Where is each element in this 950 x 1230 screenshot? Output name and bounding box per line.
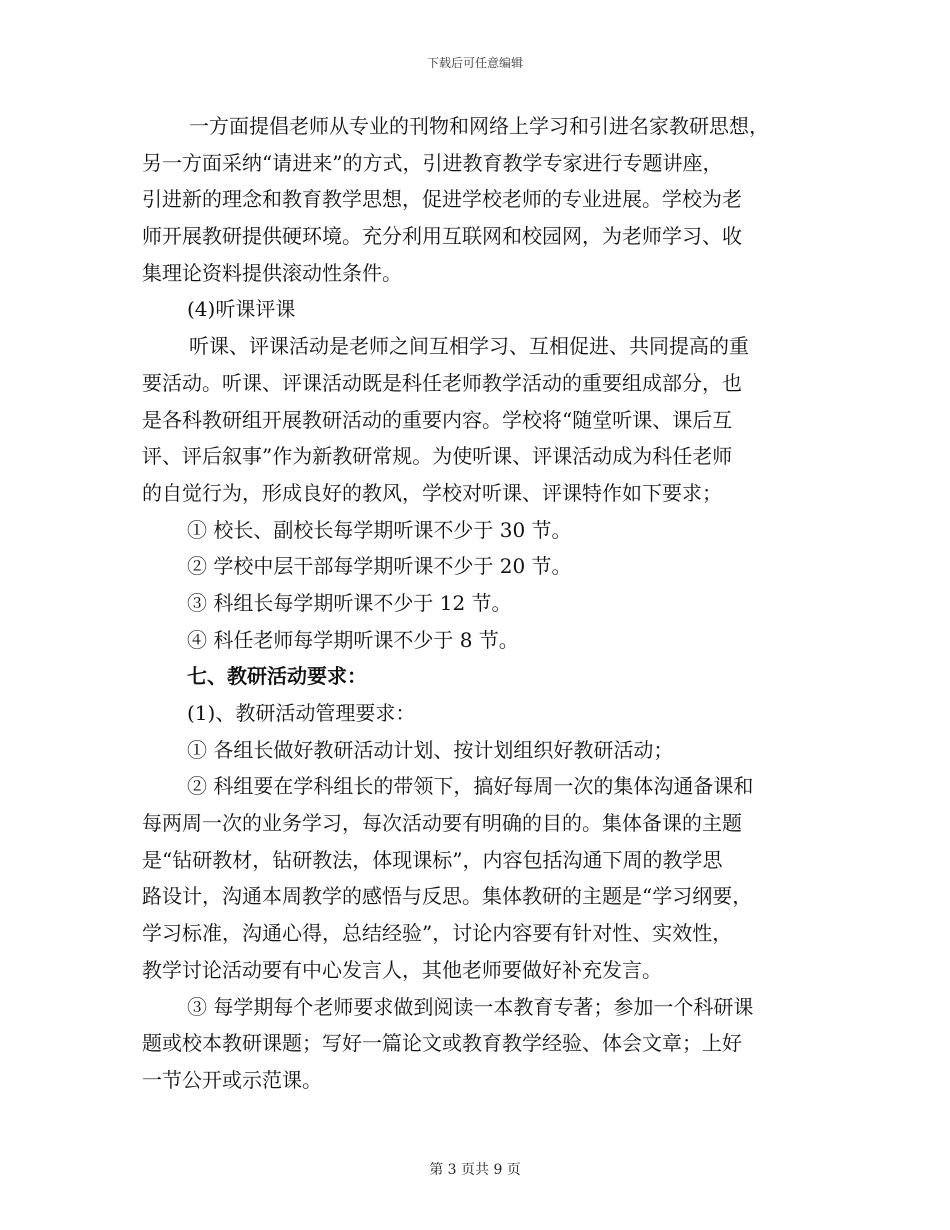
section-heading-listening: (4)听课评课 <box>187 297 296 322</box>
paragraph-line: 集理论资料提供滚动性条件。 <box>142 260 402 285</box>
paragraph-line: 评、评后叙事”作为新教研常规。为使听课、评课活动成为科任老师 <box>142 444 733 469</box>
paragraph-line: 题或校本教研课题；写好一篇论文或教育教学经验、体会文章；上好 <box>142 1031 742 1056</box>
list-item: ③ 每学期每个老师要求做到阅读一本教育专著；参加一个科研课 <box>187 994 754 1019</box>
list-item: ① 各组长做好教研活动计划、按计划组织好教研活动； <box>187 737 674 762</box>
list-item: ② 学校中层干部每学期听课不少于 20 节。 <box>187 554 572 579</box>
subsection-heading: (1)、教研活动管理要求： <box>187 701 416 725</box>
paragraph-line: 每两周一次的业务学习，每次活动要有明确的目的。集体备课的主题 <box>142 811 742 836</box>
paragraph-line: 是“钻研教材，钻研教法，体现课标”，内容包括沟通下周的教学思 <box>142 847 723 872</box>
paragraph-line: 教学讨论活动要有中心发言人，其他老师要做好补充发言。 <box>142 957 662 982</box>
paragraph-line: 一方面提倡老师从专业的刊物和网络上学习和引进名家教研思想， <box>189 114 769 138</box>
paragraph-line: 学习标准，沟通心得，总结经验”，讨论内容要有针对性、实效性， <box>142 921 733 946</box>
list-item: ③ 科组长每学期听课不少于 12 节。 <box>187 590 512 615</box>
paragraph-line: 引进新的理念和教育教学思想，促进学校老师的专业进展。学校为老 <box>142 187 742 212</box>
document-body <box>142 108 812 1099</box>
paragraph-line: 的自觉行为，形成良好的教风，学校对听课、评课特作如下要求； <box>142 480 722 505</box>
list-item: ① 校长、副校长每学期听课不少于 30 节。 <box>187 517 572 542</box>
list-item: ④ 科任老师每学期听课不少于 8 节。 <box>187 627 519 652</box>
paragraph-line: 一节公开或示范课。 <box>142 1067 322 1092</box>
paragraph-line: 路设计，沟通本周教学的感悟与反思。集体教研的主题是“学习纲要， <box>142 884 753 909</box>
page-header: 下载后可任意编辑 <box>426 56 523 70</box>
paragraph-line: 师开展教研提供硬环境。充分利用互联网和校园网，为老师学习、收 <box>142 224 742 249</box>
paragraph-line: 听课、评课活动是老师之间互相学习、互相促进、共同提高的重 <box>189 334 749 359</box>
section-heading-requirements: 七、教研活动要求： <box>187 664 367 689</box>
page-footer: 第 3 页共 9 页 <box>429 1162 521 1178</box>
paragraph-line: 是各科教研组开展教研活动的重要内容。学校将“随堂听课、课后互 <box>142 407 733 432</box>
list-item: ② 科组要在学科组长的带领下，搞好每周一次的集体沟通备课和 <box>187 774 754 799</box>
paragraph-line: 另一方面采纳“请进来”的方式，引进教育教学专家进行专题讲座， <box>142 150 723 175</box>
paragraph-line: 要活动。听课、评课活动既是科任老师教学活动的重要组成部分，也 <box>142 370 742 395</box>
